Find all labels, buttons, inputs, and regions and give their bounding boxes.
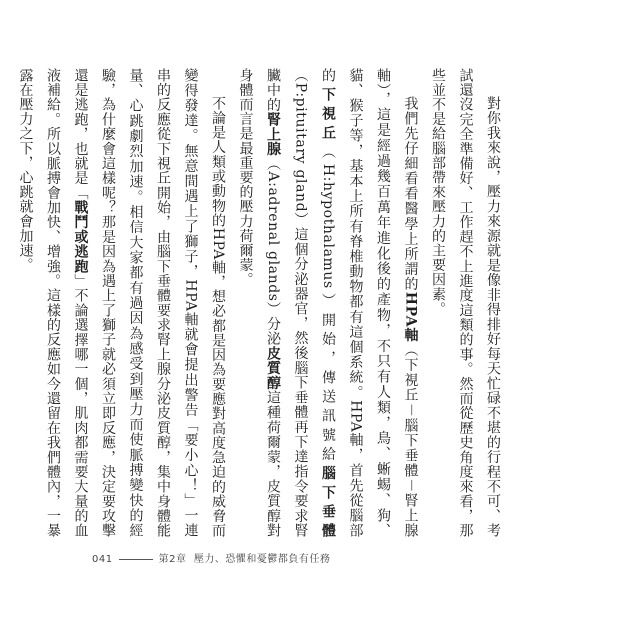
paragraph bbox=[11, 68, 231, 538]
footer-rule bbox=[119, 559, 153, 560]
bold-term: 腦下垂體 bbox=[320, 465, 336, 538]
page-footer bbox=[92, 550, 330, 565]
paragraph bbox=[231, 68, 424, 538]
page-number: 041 bbox=[92, 554, 113, 565]
text-run: （H:hypothalamus）開始，傳送訊號給 bbox=[320, 144, 336, 466]
text-run: （下視丘－腦下垂體－腎上腺軸），這是經過幾百萬年進化後的產物，不只有人類，鳥、蜥蜴、狗、貓、猴子等，基本上所有脊椎動物都有這個系統。HPA軸，首先從腦部的 bbox=[320, 68, 419, 538]
body-text bbox=[17, 68, 506, 538]
text-run: 不論是人類或動物的HPA軸，想必都是因為要應對高度急迫的威脅而變得發達。無意間遇上了獅子，HPA軸就會提出警告「要小心！」一連串的反應從下視丘開始，由腦下垂體要求腎上腺分泌皮質醇，集中身體能量、心跳劇烈加速。相信大家都有過因為感受到壓力而使脈搏變快的經驗，為什麼會這樣呢？那是因為遇上了獅子就必須立即反應，決定要攻擊還是逃跑，也就是「 bbox=[72, 68, 226, 538]
text-run: （P:pituitary gland）這個分泌器官，然後腦下垂體再下達指令要求腎臟中的 bbox=[265, 68, 309, 538]
paragraph bbox=[424, 68, 507, 538]
bold-term: 下視丘 bbox=[320, 87, 336, 145]
text-run: （A:adrenal glands）分泌 bbox=[265, 156, 281, 347]
bold-term: 皮質醇 bbox=[265, 346, 281, 391]
text-run: 對你我來說，壓力來源就是像非得排好每天忙碌不堪的行程不可、考試還沒完全準備好、工作趕不上進度這類的事。然而從歷史角度來看，那些並不是給腦部帶來壓力的主要因素。 bbox=[430, 68, 501, 538]
bold-term: 腎上腺 bbox=[265, 112, 281, 157]
text-run: 我們先仔細看看醫學上所謂的 bbox=[402, 96, 419, 292]
text-run: 」不論選擇哪一個，肌肉都需要大量的血液補給。所以脈搏會加快、增強。這樣的反應如今還留在我們體內，一暴露在壓力之下，心跳就會加速。 bbox=[17, 68, 89, 538]
chapter-label: 第2章 bbox=[158, 554, 187, 565]
bold-term: HPA軸 bbox=[402, 291, 419, 343]
text-run: 這種荷爾蒙，皮質醇對身體而言是最重要的壓力荷爾蒙。 bbox=[237, 68, 281, 538]
bold-term: 戰鬥或逃跑 bbox=[72, 200, 89, 274]
chapter-title: 壓力、恐懼和憂鬱都負有任務 bbox=[193, 554, 331, 565]
